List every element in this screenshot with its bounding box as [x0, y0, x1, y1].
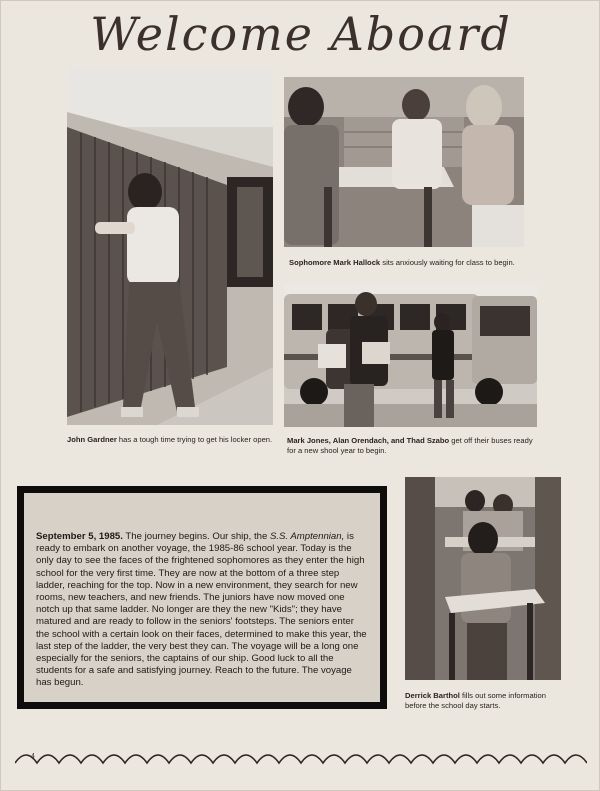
article-ship-name: S.S. Amptennian,: [269, 531, 345, 542]
bus-caption: [287, 436, 537, 456]
article-part-2: is ready to embark on another voyage, the 1985-86 school year. Today is the only day to see the faces of the frightened sophomores as they enter the high school for the very first time. They are now at the bottom of a three step ladder, reaching for the top. Now in a new environment, they search for new rooms, new teachers, and new friends. The juniors have now moved one notch up that same ladder. No longer are they the new "Kids"; they have matured and are ready to follow in the seniors' footsteps. The seniors enter the school with a certain look on their faces, determined to make this year, the last step of the ladder, the very best they can. The voyage will be a long one especially for the seniors, the captains of our ship. Good luck to all the students for a safe and satisfying journey. Reach to the future. The voyage has begun.: [36, 531, 367, 689]
article-box: [17, 486, 387, 709]
bus-caption-name: Mark Jones, Alan Orendach, and Thad Szabo: [287, 436, 450, 445]
locker-caption: [67, 435, 277, 445]
article-part-1: The journey begins. Our ship, the: [122, 531, 270, 542]
page-number: 4: [31, 753, 35, 760]
wave-border: [15, 745, 587, 767]
desk-caption-name: Derrick Barthol: [405, 691, 460, 700]
classroom-photo-image: [284, 77, 524, 247]
desk-photo-image: [405, 477, 561, 680]
article-text: [24, 493, 380, 702]
classroom-caption-name: Sophomore Mark Hallock: [289, 258, 381, 267]
bus-photo-image: [284, 284, 537, 427]
classroom-caption: [289, 258, 529, 268]
locker-caption-text: has a tough time trying to get his locker open.: [116, 435, 273, 444]
locker-caption-name: John Gardner: [67, 435, 117, 444]
article-lead: September 5, 1985.: [36, 531, 123, 542]
locker-photo-image: [67, 67, 273, 425]
bus-caption-text: get off their buses ready for a new shool year to begin.: [287, 436, 533, 455]
desk-caption-text: fills out some information before the school day starts.: [405, 691, 546, 710]
bus-photo: [284, 284, 537, 427]
classroom-caption-text: sits anxiously waiting for class to begin.: [380, 258, 515, 267]
desk-photo: [405, 477, 561, 680]
locker-photo: [67, 67, 273, 425]
page-title: Welcome Aboard: [90, 7, 512, 61]
classroom-photo: [284, 77, 524, 247]
desk-caption: [405, 691, 565, 711]
